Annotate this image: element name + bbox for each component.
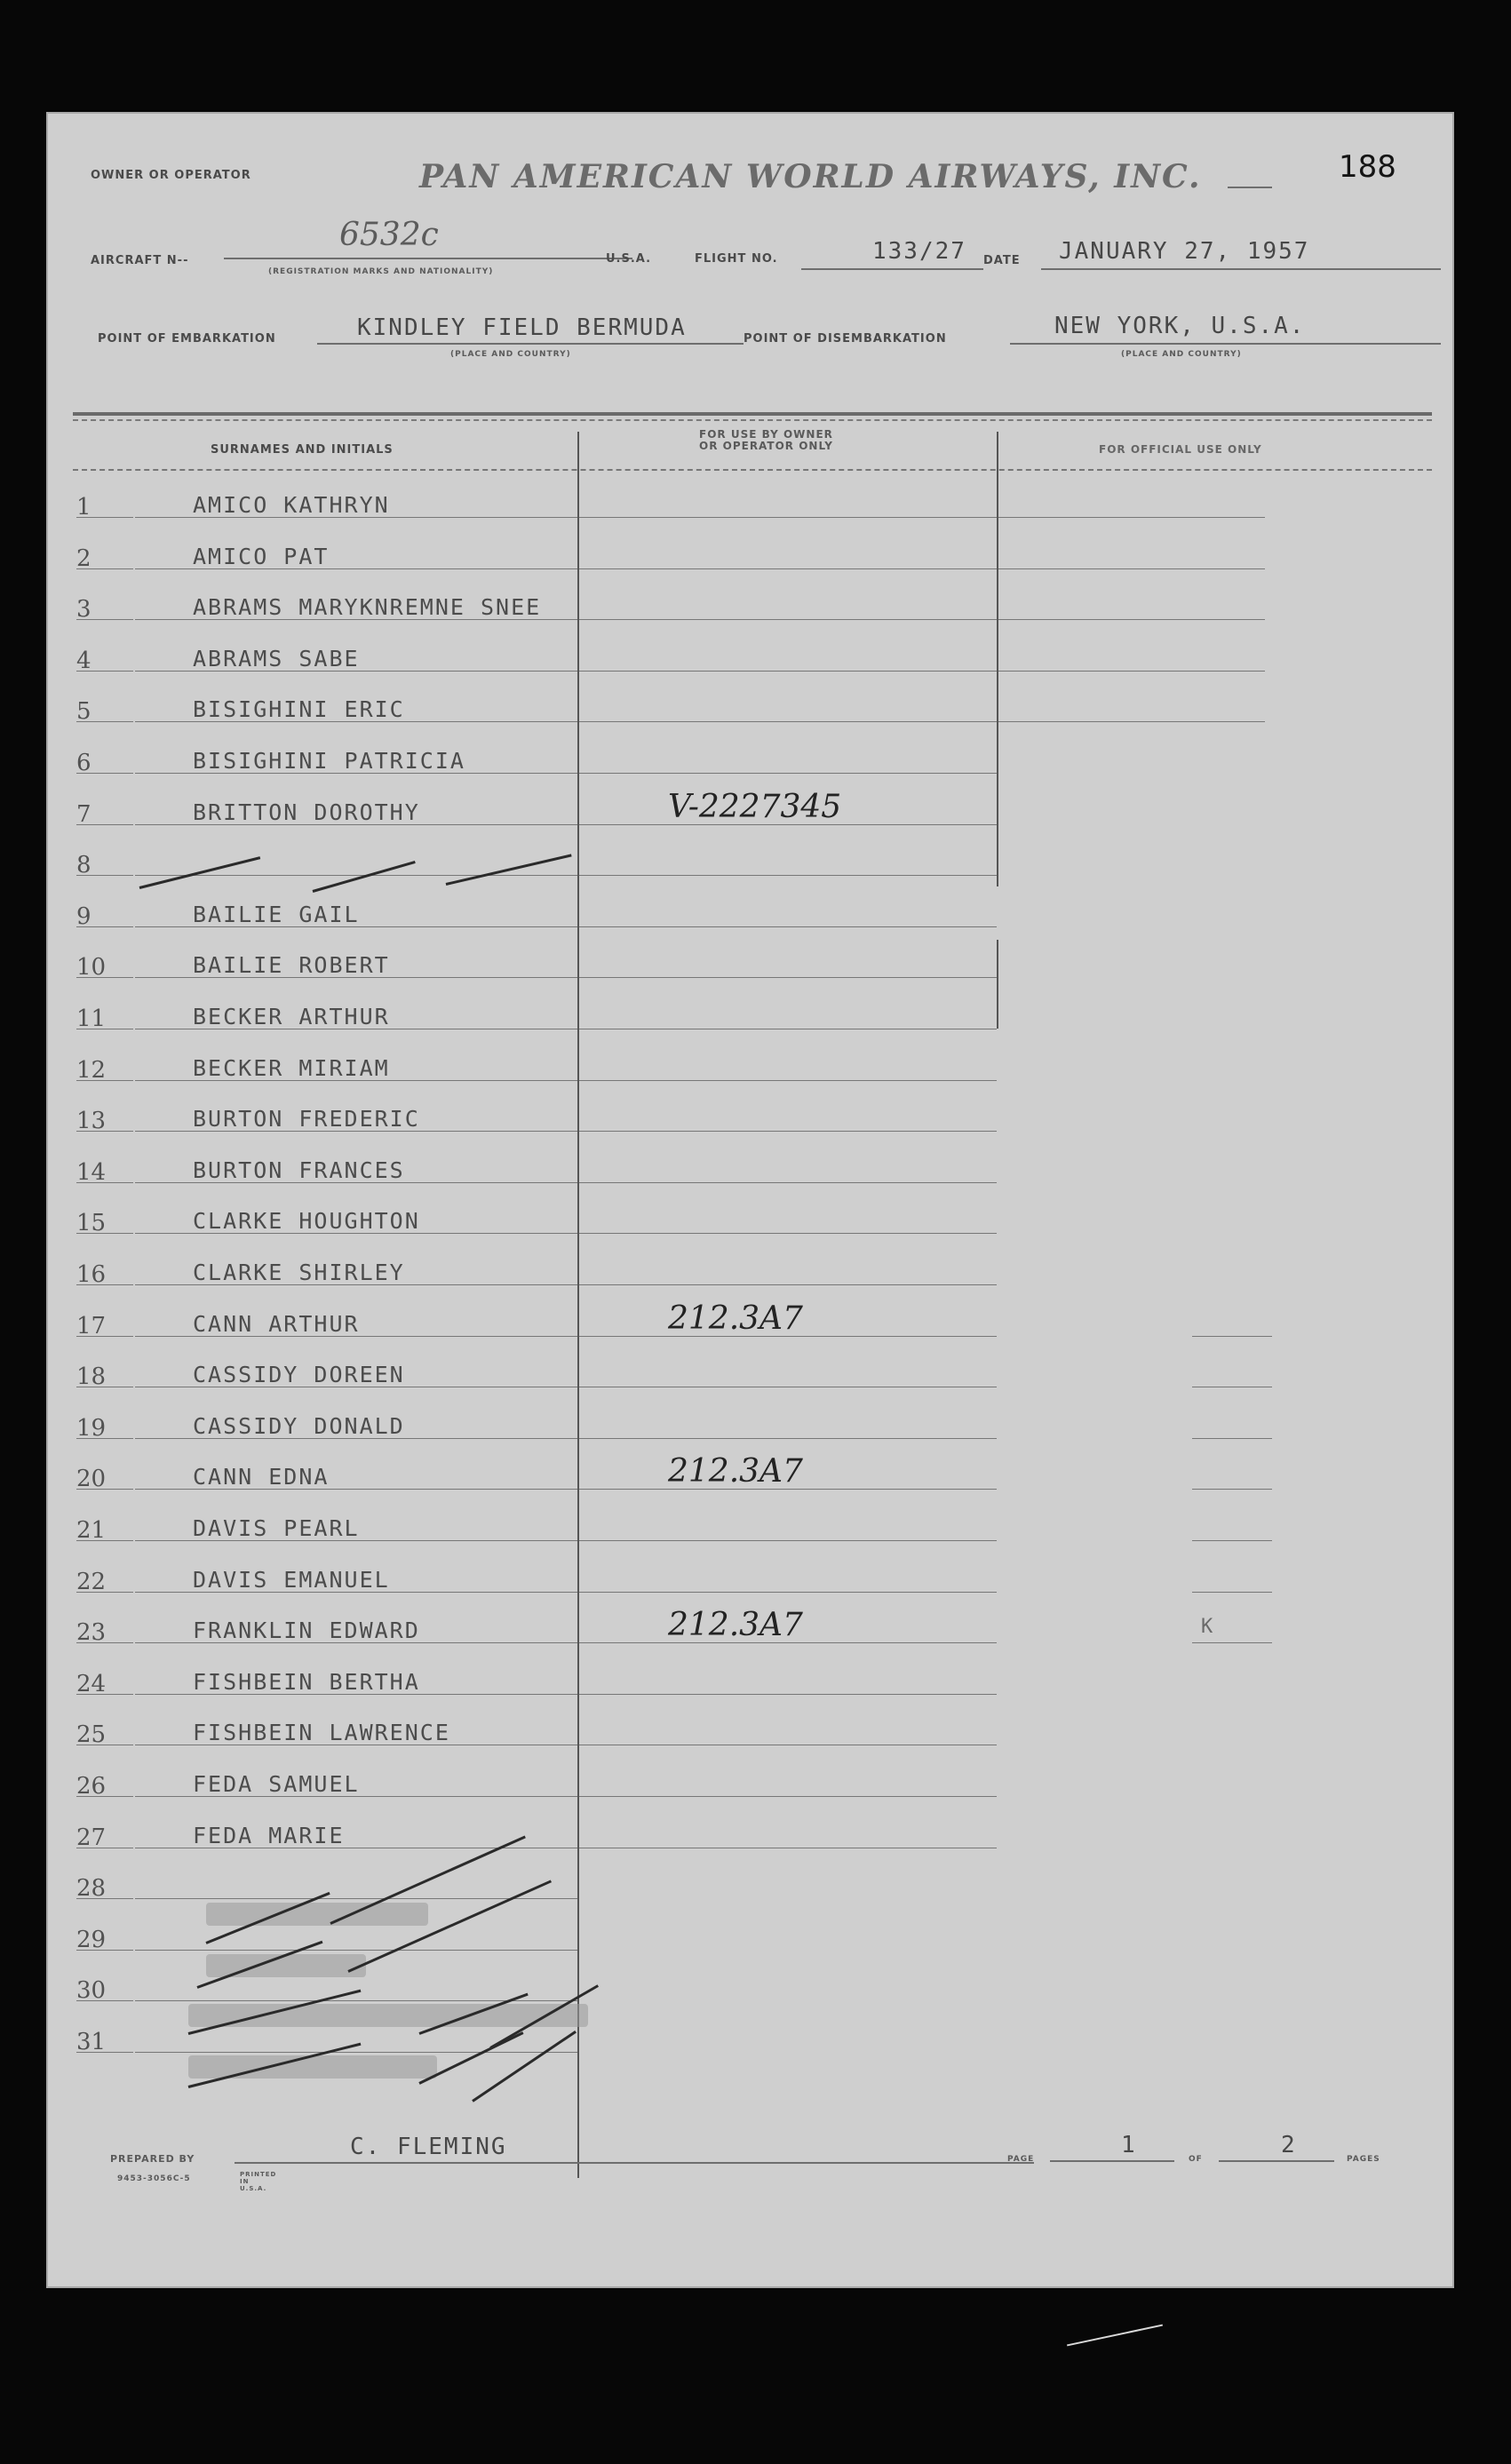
owner-note: 212.3A7: [668, 1453, 803, 1490]
number-underline: [76, 1694, 133, 1695]
table-row: [46, 1453, 1454, 1517]
col-owner-use: FOR USE BY OWNER OR OPERATOR ONLY: [699, 428, 833, 452]
of-line: [1219, 2160, 1334, 2162]
passenger-name: DAVIS PEARL: [193, 1515, 360, 1541]
official-line: [1192, 1592, 1272, 1593]
manifest-sheet: [46, 112, 1454, 2288]
row-number: 10: [76, 954, 107, 982]
row-line: [135, 1796, 577, 1797]
row-line: [135, 1642, 577, 1643]
row-line: [135, 619, 577, 620]
table-row: [46, 1005, 1454, 1057]
table-row: [46, 1607, 1454, 1671]
number-underline: [76, 977, 133, 978]
table-row: [46, 1054, 1454, 1109]
row-number: 21: [76, 1517, 107, 1544]
row-line: [135, 517, 577, 518]
aircraft-label: AIRCRAFT N--: [91, 254, 189, 267]
embark-value: KINDLEY FIELD BERMUDA: [357, 314, 687, 341]
passenger-name: AMICO KATHRYN: [193, 492, 390, 518]
table-row: [46, 545, 1454, 597]
page-stamp: 188: [1339, 149, 1396, 185]
row-number: 22: [76, 1568, 107, 1595]
flight-value: 133/27: [872, 238, 966, 265]
number-underline: [76, 1080, 133, 1081]
passenger-name: FISHBEIN BERTHA: [193, 1668, 420, 1695]
number-underline: [76, 568, 133, 569]
owner-use-line: [579, 721, 997, 722]
number-underline: [76, 773, 133, 774]
row-number: 3: [76, 596, 91, 624]
row-line: [135, 1080, 577, 1081]
row-line: [135, 1438, 577, 1439]
owner-use-line: [579, 926, 997, 927]
of-value: 2: [1281, 2132, 1297, 2158]
smudge-row-28: [206, 1903, 428, 1926]
airline-name: PAN AMERICAN WORLD AIRWAYS, INC.: [419, 158, 1202, 195]
table-row: [46, 1210, 1454, 1261]
passenger-name: BRITTON DOROTHY: [193, 799, 420, 825]
owner-use-line: [579, 1080, 997, 1081]
table-row: [46, 645, 1454, 699]
prepared-line: [235, 2162, 1034, 2164]
disembark-line: [1010, 343, 1441, 345]
owner-note: 212.3A7: [668, 1607, 803, 1644]
number-underline: [76, 1182, 133, 1183]
row-number: 11: [76, 1005, 107, 1032]
nationality: U.S.A.: [606, 252, 652, 266]
row-number: 18: [76, 1363, 107, 1391]
number-underline: [76, 1131, 133, 1132]
embark-caption: (PLACE AND COUNTRY): [450, 350, 571, 359]
owner-use-line: [579, 1284, 997, 1285]
passenger-name: BURTON FREDERIC: [193, 1106, 420, 1133]
number-underline: [76, 671, 133, 672]
passenger-name: BECKER MIRIAM: [193, 1054, 390, 1081]
page-label: PAGE: [1007, 2155, 1035, 2164]
row-line: [135, 568, 577, 569]
number-underline: [76, 1489, 133, 1490]
row-number: 7: [76, 800, 91, 828]
row-number: 16: [76, 1261, 107, 1288]
number-underline: [76, 2000, 133, 2001]
number-underline: [76, 1642, 133, 1643]
owner-note: 212.3A7: [668, 1300, 803, 1337]
passenger-name: FISHBEIN LAWRENCE: [193, 1720, 450, 1746]
row-number: 20: [76, 1466, 107, 1493]
date-value: JANUARY 27, 1957: [1059, 238, 1310, 265]
passenger-name: ABRAMS SABE: [193, 645, 360, 672]
disembark-label: POINT OF DISEMBARKATION: [744, 332, 947, 346]
official-line: [998, 517, 1265, 518]
date-line: [1041, 268, 1441, 270]
row-number: 15: [76, 1210, 107, 1237]
aircraft-line: [224, 258, 632, 259]
row-line: [135, 1540, 577, 1541]
number-underline: [76, 1438, 133, 1439]
table-row: [46, 1108, 1454, 1159]
row-number: 26: [76, 1773, 107, 1800]
owner-use-line: [579, 875, 997, 876]
table-row: [46, 954, 1454, 1005]
table-row: [46, 596, 1454, 648]
owner-use-line: [579, 773, 997, 774]
header-dash: [1228, 187, 1272, 188]
number-underline: [76, 2052, 133, 2053]
row-number: 1: [76, 494, 91, 521]
owner-use-line: [579, 1694, 997, 1695]
number-underline: [76, 1540, 133, 1541]
row-number: 23: [76, 1619, 107, 1647]
passenger-name: CANN ARTHUR: [193, 1310, 360, 1337]
passenger-name: BECKER ARTHUR: [193, 1004, 390, 1029]
col-surnames: SURNAMES AND INITIALS: [211, 443, 394, 457]
row-number: 30: [76, 1977, 107, 2005]
flight-label: FLIGHT NO.: [695, 252, 778, 266]
row-number: 13: [76, 1108, 107, 1135]
page-value: 1: [1121, 2132, 1137, 2158]
passenger-name: FEDA SAMUEL: [193, 1771, 360, 1797]
row-number: 29: [76, 1926, 107, 1953]
number-underline: [76, 1284, 133, 1285]
owner-use-line: [579, 619, 997, 620]
row-number: 28: [76, 1875, 107, 1903]
passenger-name: ABRAMS MARYKNREMNE SNEE: [193, 594, 542, 621]
owner-use-line: [579, 1796, 997, 1797]
row-line: [135, 721, 577, 722]
row-line: [135, 1233, 577, 1234]
row-line: [135, 875, 577, 876]
embark-line: [317, 343, 744, 345]
official-line: [998, 568, 1265, 569]
smudge-row-31: [188, 2055, 437, 2079]
row-number: 5: [76, 698, 91, 726]
table-row: [46, 903, 1454, 955]
printed-note: PRINTED IN U.S.A.: [240, 2171, 277, 2192]
stray-mark: [1067, 2325, 1163, 2347]
owner-use-line: [579, 671, 997, 672]
number-underline: [76, 926, 133, 927]
prepared-value: C. FLEMING: [350, 2134, 507, 2160]
form-number: 9453-3056C-5: [117, 2174, 191, 2183]
header-rule-bottom: [73, 419, 1432, 421]
passenger-name: BISIGHINI ERIC: [193, 696, 405, 723]
number-underline: [76, 1233, 133, 1234]
row-number: 25: [76, 1721, 107, 1749]
row-line: [135, 1336, 577, 1337]
col-official: FOR OFFICIAL USE ONLY: [1099, 443, 1262, 456]
passenger-name: CASSIDY DONALD: [193, 1412, 405, 1439]
official-mark: K: [1201, 1616, 1213, 1639]
row-number: 2: [76, 544, 91, 572]
official-line: [998, 671, 1265, 672]
table-row: [46, 1721, 1454, 1773]
number-underline: [76, 619, 133, 620]
passenger-name: BAILIE GAIL: [193, 901, 360, 927]
table-row: [46, 1363, 1454, 1415]
embark-label: POINT OF EMBARKATION: [98, 332, 276, 346]
owner-use-line: [579, 1233, 997, 1234]
number-underline: [76, 1592, 133, 1593]
number-underline: [76, 1898, 133, 1899]
official-line: [998, 619, 1265, 620]
table-row: [46, 788, 1454, 853]
row-number: 14: [76, 1158, 107, 1186]
row-number: 31: [76, 2029, 107, 2055]
owner-use-line: [579, 568, 997, 569]
column-header-rule: [73, 469, 1432, 471]
table-row: [46, 698, 1454, 750]
row-line: [135, 1489, 577, 1490]
table-row: [46, 1773, 1454, 1824]
of-label: OF: [1189, 2155, 1203, 2164]
number-underline: [76, 875, 133, 876]
row-line: [135, 1182, 577, 1183]
row-line: [135, 2052, 577, 2053]
owner-note: V-2227345: [668, 788, 842, 825]
row-number: 27: [76, 1824, 107, 1851]
row-line: [135, 1131, 577, 1132]
owner-label: OWNER OR OPERATOR: [91, 169, 251, 182]
row-line: [135, 1284, 577, 1285]
number-underline: [76, 721, 133, 722]
passenger-name: CLARKE SHIRLEY: [193, 1260, 405, 1285]
passenger-name: CLARKE HOUGHTON: [193, 1208, 420, 1235]
passenger-name: BURTON FRANCES: [193, 1156, 405, 1183]
owner-use-line: [579, 517, 997, 518]
aircraft-caption: (REGISTRATION MARKS AND NATIONALITY): [268, 267, 494, 276]
passenger-name: DAVIS EMANUEL: [193, 1566, 390, 1593]
official-line: [998, 721, 1265, 722]
passenger-name: BISIGHINI PATRICIA: [193, 748, 465, 774]
prepared-label: PREPARED BY: [110, 2153, 195, 2165]
table-row: [46, 494, 1454, 545]
row-line: [135, 671, 577, 672]
row-line: [135, 977, 577, 978]
number-underline: [76, 1796, 133, 1797]
row-line: [135, 1694, 577, 1695]
date-label: DATE: [983, 254, 1021, 267]
aircraft-value: 6532c: [339, 217, 439, 253]
row-number: 4: [76, 647, 91, 674]
owner-use-line: [579, 1438, 997, 1439]
row-number: 6: [76, 750, 91, 776]
table-row: [46, 1668, 1454, 1722]
row-number: 8: [76, 852, 91, 879]
owner-use-line: [579, 1592, 997, 1593]
disembark-caption: (PLACE AND COUNTRY): [1121, 350, 1242, 359]
owner-use-line: [579, 977, 997, 978]
owner-use-line: [579, 1540, 997, 1541]
official-line: [1192, 1489, 1272, 1490]
row-number: 9: [76, 902, 91, 930]
number-underline: [76, 1336, 133, 1337]
row-number: 19: [76, 1414, 107, 1442]
passenger-name: FEDA MARIE: [193, 1822, 345, 1848]
header-rule-top: [73, 412, 1432, 416]
number-underline: [76, 1950, 133, 1951]
disembark-value: NEW YORK, U.S.A.: [1054, 313, 1306, 339]
page-line: [1050, 2160, 1174, 2162]
table-row: [46, 1517, 1454, 1569]
row-number: 17: [76, 1312, 107, 1339]
passenger-name: CANN EDNA: [193, 1464, 330, 1490]
number-underline: [76, 824, 133, 825]
table-row: [46, 1824, 1454, 1876]
table-row: [46, 1156, 1454, 1211]
row-line: [135, 773, 577, 774]
passenger-name: BAILIE ROBERT: [193, 952, 390, 979]
official-line: [1192, 1336, 1272, 1337]
row-line: [135, 1950, 577, 1951]
official-line: [1192, 1438, 1272, 1439]
passenger-name: CASSIDY DOREEN: [193, 1362, 405, 1388]
flight-line: [801, 268, 983, 270]
row-number: 24: [76, 1670, 107, 1697]
row-line: [135, 1592, 577, 1593]
table-row: [46, 1300, 1454, 1364]
official-line: [1192, 1642, 1272, 1643]
row-line: [135, 926, 577, 927]
row-number: 12: [76, 1056, 107, 1084]
owner-use-line: [579, 1131, 997, 1132]
passenger-name: FRANKLIN EDWARD: [193, 1617, 420, 1644]
owner-use-line: [579, 1182, 997, 1183]
passenger-name: AMICO PAT: [193, 543, 330, 569]
pages-label: PAGES: [1347, 2155, 1380, 2164]
number-underline: [76, 517, 133, 518]
official-line: [1192, 1540, 1272, 1541]
row-line: [135, 824, 577, 825]
